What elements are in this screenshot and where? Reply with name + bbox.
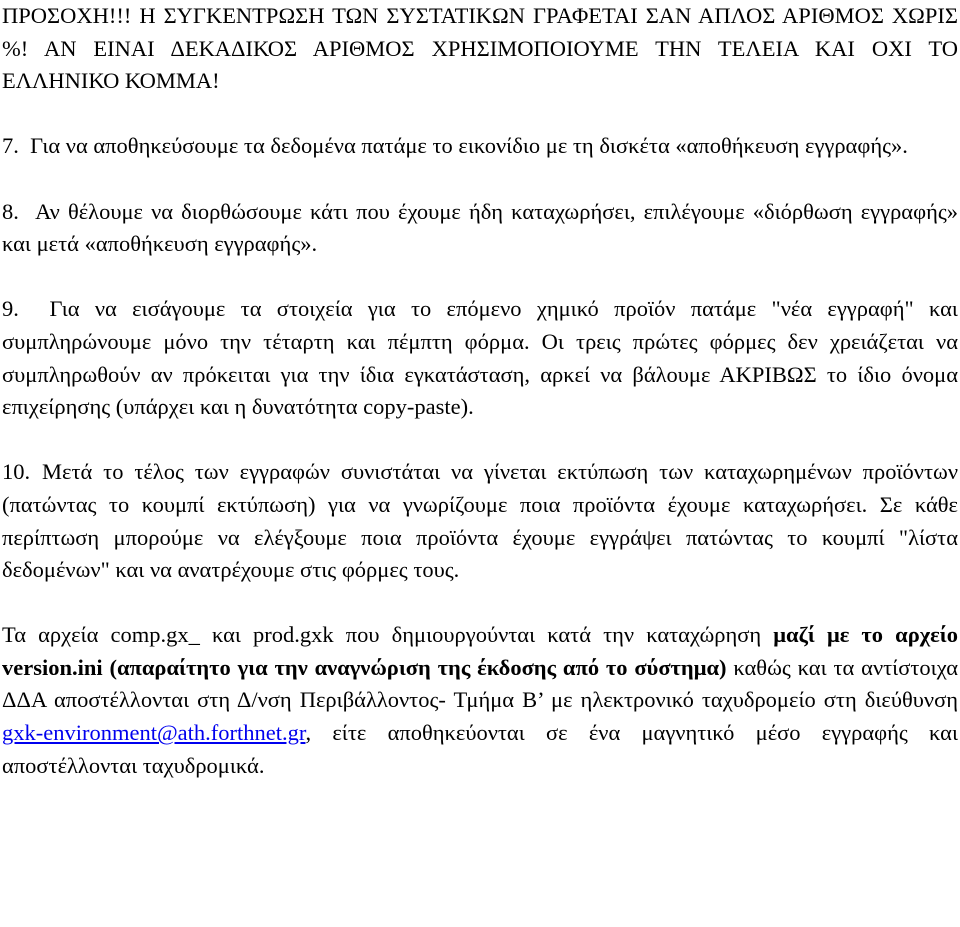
step-9: [2, 293, 958, 423]
step-number: 8.: [2, 198, 19, 224]
closing-paragraph: [2, 619, 958, 782]
closing-text-part2: καθώς και τα αντίστοιχα ΔΔΑ αποστέλλονται στη Δ/νση Περιβάλλοντος- Τμήμα Β’ με ηλεκτρονικό ταχυδρομείο στη διεύθυνση: [2, 654, 958, 713]
step-8: [2, 196, 958, 261]
warning-text: ΠΡΟΣΟΧΗ!!! Η ΣΥΓΚΕΝΤΡΩΣΗ ΤΩΝ ΣΥΣΤΑΤΙΚΩΝ ΓΡΑΦΕΤΑΙ ΣΑΝ ΑΠΛΟΣ ΑΡΙΘΜΟΣ ΧΩΡΙΣ %! ΑΝ ΕΙΝΑΙ ΔΕΚΑΔΙΚΟΣ ΑΡΙΘΜΟΣ ΧΡΗΣΙΜΟΠΟΙΟΥΜΕ ΤΗΝ ΤΕΛΕΙΑ ΚΑΙ ΟΧΙ ΤΟ ΕΛΛΗΝΙΚΟ ΚΟΜΜΑ!: [2, 3, 958, 94]
closing-bold-text: μαζί με το αρχείο version.ini (απαραίτητο για την αναγνώριση της έκδοσης από το σύστημα): [2, 622, 958, 680]
step-10: [2, 456, 958, 586]
warning-paragraph: [2, 0, 958, 98]
step-number: 7.: [2, 133, 19, 159]
step-text: Αν θέλουμε να διορθώσουμε κάτι που έχουμε ήδη καταχωρήσει, επιλέγουμε «διόρθωση εγγραφής» και μετά «αποθήκευση εγγραφής».: [2, 198, 958, 257]
step-7: [2, 130, 958, 163]
step-number: 10.: [2, 459, 31, 485]
step-text: Μετά το τέλος των εγγραφών συνιστάται να γίνεται εκτύπωση των καταχωρημένων προϊόντων (πατώντας το κουμπί εκτύπωση) για να γνωρίζουμε ποια προϊόντα έχουμε καταχωρήσει. Σε κάθε περίπτωση μπορούμε να ελέγξουμε ποια προϊόντα έχουμε εγγράψει πατώντας το κουμπί "λίστα δεδομένων" και να ανατρέχουμε στις φόρμες τους.: [2, 459, 958, 583]
step-text: Για να εισάγουμε τα στοιχεία για το επόμενο χημικό προϊόν πατάμε "νέα εγγραφή" και συμπληρώνουμε μόνο την τέταρτη και πέμπτη φόρμα. Οι τρεις πρώτες φόρμες δεν χρειάζεται να συμπληρωθούν αν πρόκειται για την ίδια εγκατάσταση, αρκεί να βάλουμε ΑΚΡΙΒΩΣ το ίδιο όνομα επιχείρησης (υπάρχει και η δυνατότητα copy-paste).: [2, 296, 958, 420]
email-link[interactable]: gxk-environment@ath.forthnet.gr: [2, 720, 306, 746]
closing-text-part3: , είτε αποθηκεύονται σε ένα μαγνητικό μέσο εγγραφής και αποστέλλονται ταχυδρομικά.: [2, 720, 958, 778]
closing-text-part1: Τα αρχεία comp.gx_ και prod.gxk που δημιουργούνται κατά την καταχώρηση: [2, 622, 774, 648]
step-text: Για να αποθηκεύσουμε τα δεδομένα πατάμε το εικονίδιο με τη δισκέτα «αποθήκευση εγγραφής».: [30, 133, 908, 159]
step-number: 9.: [2, 296, 19, 322]
